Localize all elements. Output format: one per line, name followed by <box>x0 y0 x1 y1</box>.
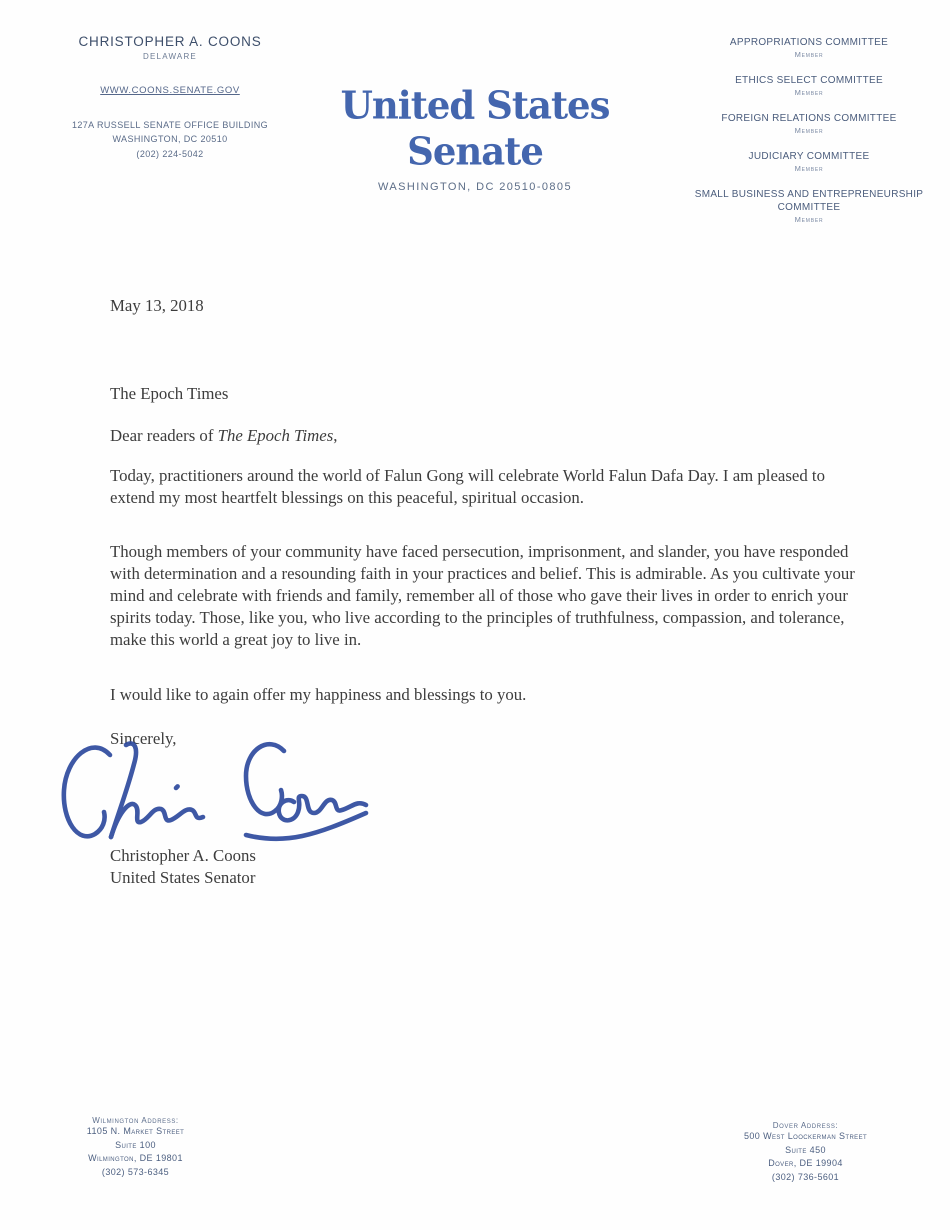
footer-line: Suite 100 <box>115 1139 156 1150</box>
signer-title: United States Senator <box>110 868 256 887</box>
committee-name: APPROPRIATIONS COMMITTEE <box>729 37 889 48</box>
paragraph: I would like to again offer my happiness and blessings to you. <box>110 685 527 704</box>
dover-address-block <box>688 1121 923 1184</box>
salutation-prefix: Dear readers of <box>110 426 218 445</box>
sender-name: CHRISTOPHER A. COONS <box>78 34 262 49</box>
footer-heading: Dover Address: <box>772 1121 839 1130</box>
signature-handwriting <box>54 738 370 856</box>
committee-role: Member <box>794 50 824 59</box>
sender-office-line: WASHINGTON, DC 20510 <box>112 134 228 145</box>
sender-website: WWW.COONS.SENATE.GOV <box>100 85 240 96</box>
committees-block <box>683 36 935 239</box>
senate-title: United States Senate <box>340 82 610 174</box>
footer-line: (302) 573-6345 <box>101 1166 170 1177</box>
footer-line: Dover, DE 19904 <box>768 1158 843 1168</box>
salutation-publication: The Epoch Times <box>217 426 334 445</box>
senate-subtitle: WASHINGTON, DC 20510-0805 <box>378 181 572 193</box>
letter-date: May 13, 2018 <box>110 296 204 315</box>
footer-line: 1105 N. Market Street <box>86 1126 185 1136</box>
salutation-suffix: , <box>333 426 338 445</box>
sender-state: DELAWARE <box>143 52 197 61</box>
committee-name: SMALL BUSINESS AND ENTREPRENEURSHIP COMMITTEE <box>694 189 924 213</box>
closing: Sincerely, <box>110 729 177 748</box>
paragraph: Today, practitioners around the world of Falun Gong will celebrate World Falun Dafa Day. I am pleased to extend my most heartfelt blessings on this peaceful, spiritual occasion. <box>110 466 825 507</box>
committee-item <box>683 112 935 135</box>
salutation <box>110 425 337 447</box>
committee-item <box>683 36 935 59</box>
committee-role: Member <box>794 215 824 224</box>
senate-masthead <box>300 84 650 193</box>
footer-heading: Wilmington Address: <box>92 1116 179 1125</box>
footer-line: Suite 450 <box>785 1144 826 1155</box>
sender-office-line: (202) 224-5042 <box>136 148 204 159</box>
footer-line: Wilmington, DE 19801 <box>88 1153 183 1163</box>
committee-item <box>683 188 935 224</box>
wilmington-address-block <box>28 1116 243 1179</box>
sender-block <box>40 34 300 161</box>
committee-role: Member <box>794 88 824 97</box>
committee-item <box>683 74 935 97</box>
committee-name: ETHICS SELECT COMMITTEE <box>735 75 883 86</box>
committee-role: Member <box>794 126 824 135</box>
sender-office-address <box>40 118 300 161</box>
committee-role: Member <box>794 164 824 173</box>
committee-name: FOREIGN RELATIONS COMMITTEE <box>721 113 897 124</box>
footer-line: 500 West Loockerman Street <box>743 1131 868 1141</box>
committee-item <box>683 150 935 173</box>
footer-line: (302) 736-5601 <box>771 1171 840 1182</box>
paragraph: Though members of your community have faced persecution, imprisonment, and slander, you have responded with determination and a resounding faith in your practices and belief. This is admirable. As you cultivate your mind and celebrate with friends and family, remember all of those who gave their lives in order to enrich your spirits today. Those, like you, who live according to the principles of truthfulness, compassion, and tolerance, make this world a great joy to live in. <box>110 542 855 649</box>
committee-name: JUDICIARY COMMITTEE <box>748 151 870 162</box>
sender-office-line: 127A RUSSELL SENATE OFFICE BUILDING <box>71 120 269 130</box>
recipient: The Epoch Times <box>110 384 229 403</box>
signer-name: Christopher A. Coons <box>110 846 256 865</box>
